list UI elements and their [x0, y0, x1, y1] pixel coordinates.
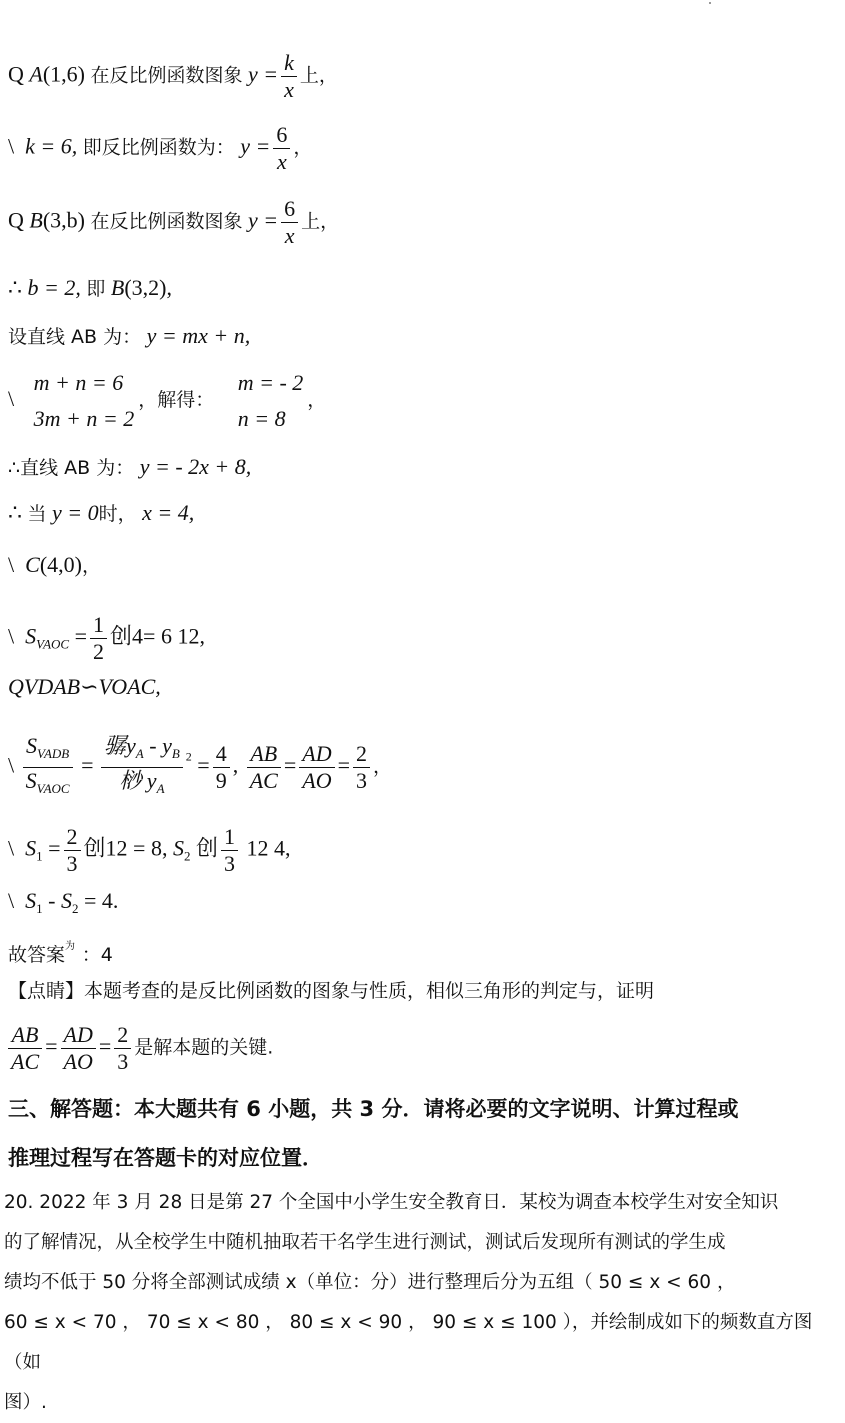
therefore-symbol: ∴: [8, 500, 22, 525]
problem-text-line-4: 60 ≤ x < 70 ， 70 ≤ x < 80 ， 80 ≤ x < 90 ， 90 ≤ x ≤ 100 ），并绘制成如下的频数直方图（如: [4, 1312, 813, 1373]
answer-value: ：4: [81, 944, 113, 966]
point-label: B: [29, 207, 43, 233]
area-ratio-fraction: $\frac{S_{VADB}}{S_{VAOC}}$: [23, 733, 73, 802]
text: ∴直线 AB 为：: [8, 457, 135, 479]
text: 在反比例函数图象: [90, 64, 243, 87]
commentary-text: 是解本题的关键.: [134, 1036, 274, 1059]
therefore-symbol: ∴: [8, 275, 22, 300]
fraction: $\frac{6}{x}$: [273, 122, 290, 175]
equation: b = 2,: [27, 275, 81, 300]
fraction: $\frac{AB}{AC}$: [8, 1022, 42, 1075]
text: 即反比例函数为：: [82, 136, 235, 159]
equation-lhs: y =: [240, 133, 271, 159]
solution-line-10: \ $S_{VAOC}$ = $\frac{1}{2}$ 创4= 6 12,: [8, 612, 205, 664]
solution-line-2: \ k = 6, 即反比例函数为： y = $\frac{6}{x}$ ，: [8, 122, 313, 174]
problem-text-line-1: 20. 2022 年 3 月 28 日是第 27 个全国中小学生安全教育日．某校为调查本校学生对安全知识: [4, 1192, 779, 1213]
similarity-statement: QVDAB∽VOAC,: [8, 674, 161, 699]
therefore-symbol: Q: [8, 207, 24, 233]
equation-lhs: y =: [248, 207, 279, 233]
solution-line-4: [8, 273, 172, 304]
scan-dot: [709, 2, 711, 4]
solution-line-3: Q B(3,b) 在反比例函数图象 y = $\frac{6}{x}$ 上，: [8, 196, 340, 248]
solution-line-9: \ C(4,0)，: [8, 552, 101, 577]
exponent: 2: [185, 749, 192, 764]
fraction: $\frac{1}{3}$: [221, 824, 238, 877]
text: 设直线 AB 为：: [8, 326, 142, 348]
solution-line-13: \ $S_1$ = $\frac{2}{3}$ 创12 = 8, $S_2$ 创 $\frac{1}{3}$ 12 4,: [8, 824, 291, 876]
solution-line-14: \ $S_1 - S_2 = 4$.: [8, 888, 119, 916]
text: ，解得：: [138, 389, 215, 412]
therefore-symbol: \: [8, 552, 15, 577]
expression: 12 4,: [246, 835, 291, 861]
fraction: $\frac{AD}{AO}$: [299, 741, 334, 794]
point-coords: (4,0): [39, 552, 82, 577]
section-heading-line-1: 三、解答题：本大题共有 6 小题，共 3 分．请将必要的文字说明、计算过程或: [8, 1097, 739, 1121]
equation: y = mx + n,: [146, 323, 251, 348]
therefore-symbol: \: [8, 752, 15, 778]
equation: y = - 2x + 8,: [139, 454, 252, 479]
expression: 创4= 6 12,: [110, 623, 205, 649]
equation: x = 4,: [142, 500, 195, 525]
fraction: $\frac{AB}{AC}$: [247, 741, 281, 794]
point-label: A: [29, 61, 43, 87]
text: 即: [86, 278, 106, 300]
problem-text-line-3: 绩均不低于 50 分将全部测试成绩 x（单位：分）进行整理后分为五组（ 50 ≤ x < 60 ，: [4, 1272, 736, 1293]
commentary-line: [8, 975, 654, 1006]
problem-text-line-5: 图）.: [4, 1392, 47, 1413]
fraction: $\frac{2}{3}$: [64, 824, 81, 877]
fraction: $\frac{1}{2}$: [90, 612, 107, 665]
fraction: $\frac{2}{3}$: [114, 1022, 131, 1075]
problem-20: [4, 1183, 841, 1423]
answer-label: 故答案: [8, 944, 66, 966]
solution-line-1: Q A(1,6) 在反比例函数图象 y = $\frac{k}{x}$ 上，: [8, 50, 338, 102]
fraction: $\frac{k}{x}$: [281, 50, 297, 103]
point-coords: (1,6): [42, 61, 85, 87]
fraction: $\frac{2}{3}$: [353, 741, 370, 794]
point-coords: (3,2),: [124, 275, 172, 300]
therefore-symbol: \: [8, 835, 15, 861]
solution-line-8: ∴ 当 y = 0时， x = 4,: [8, 500, 195, 525]
point-label: B: [110, 275, 125, 300]
equation-lhs: y =: [248, 61, 279, 87]
therefore-symbol: \: [8, 133, 15, 159]
text: 在反比例函数图象: [90, 210, 243, 233]
equation: y = 0: [52, 500, 99, 525]
commentary-text: 【点睛】本题考查的是反比例函数的图象与性质，相似三角形的判定与，证明: [8, 980, 655, 1002]
expression: 创12 = 8,: [83, 835, 168, 861]
therefore-symbol: Q: [8, 61, 24, 87]
fraction: $\frac{4}{9}$: [213, 741, 230, 794]
solution-system: m = - 2 n = 8: [237, 370, 304, 431]
fraction: $\frac{AD}{AO}$: [61, 1022, 96, 1075]
point-coords: (3,b): [42, 207, 85, 233]
therefore-symbol: \: [8, 888, 15, 913]
therefore-symbol: \: [8, 623, 15, 649]
solution-line-11: [8, 672, 161, 702]
coordinate-ratio-fraction: $\frac{骣y_A - y_B}{桫 y_A}$: [101, 733, 183, 802]
answer-line: 故答案$^为$ ：4: [8, 941, 113, 966]
fraction: $\frac{6}{x}$: [281, 196, 298, 249]
point-label: C: [25, 552, 40, 577]
equation: k = 6,: [25, 133, 78, 159]
equation-system: m + n = 6 3m + n = 2: [33, 370, 135, 431]
solution-line-6: \ m + n = 6 3m + n = 2 ，解得： m = - 2 n = 8 ，: [8, 365, 326, 437]
area-symbol: S: [25, 623, 37, 649]
section-heading-line-2: 推理过程写在答题卡的对应位置．: [8, 1146, 323, 1170]
therefore-symbol: \: [8, 386, 15, 412]
commentary-line-2: $\frac{AB}{AC}$ = $\frac{AD}{AO}$ = $\frac{2}{3}$ 是解本题的关键.: [8, 1022, 273, 1075]
problem-text-line-2: 的了解情况，从全校学生中随机抽取若干名学生进行测试，测试后发现所有测试的学生成: [4, 1232, 726, 1253]
solution-line-7: [8, 452, 251, 483]
solution-line-5: [8, 321, 250, 352]
solution-line-12: \ $\frac{S_{VADB}}{S_{VAOC}}$ = $\frac{骣y_A - y_B}{桫 y_A}$ $^2$ = $\frac{4}{9}$ , $\frac{AB}{AC}$ = $\frac{AD}{AO}$ = $\frac{2}{3}$ ，: [8, 733, 392, 802]
